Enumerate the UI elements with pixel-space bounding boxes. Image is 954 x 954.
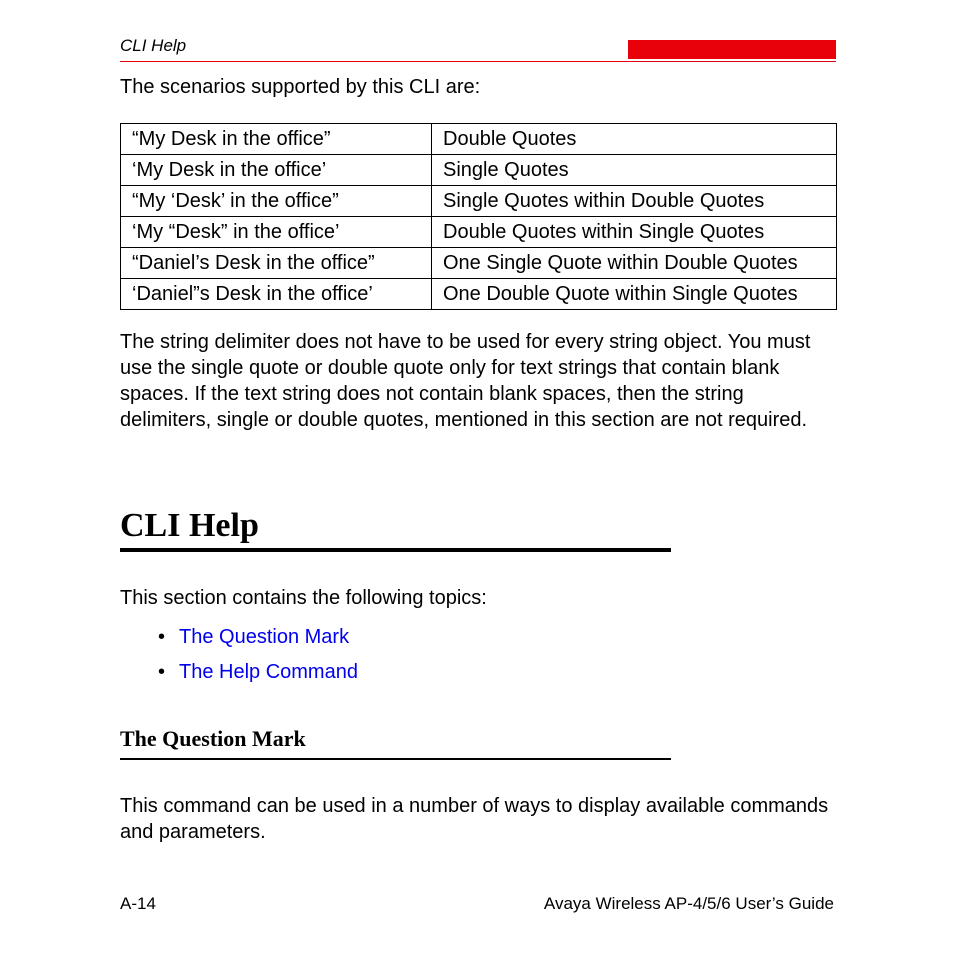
- description-cell: Double Quotes: [432, 124, 837, 155]
- section-heading-rule: [120, 548, 671, 552]
- running-header-title: CLI Help: [120, 36, 187, 55]
- example-cell: “Daniel’s Desk in the office”: [121, 248, 432, 279]
- subsection-heading: The Question Mark: [120, 726, 306, 751]
- description-cell: Double Quotes within Single Quotes: [432, 217, 837, 248]
- book-title: Avaya Wireless AP-4/5/6 User’s Guide: [543, 894, 834, 913]
- table-row: [121, 279, 837, 310]
- example-cell: ‘My “Desk” in the office’: [121, 217, 432, 248]
- example-cell: ‘My Desk in the office’: [121, 155, 432, 186]
- example-cell: “My Desk in the office”: [121, 124, 432, 155]
- header-rule: [120, 61, 836, 62]
- page-number: A-14: [120, 894, 156, 913]
- example-cell: ‘Daniel”s Desk in the office’: [121, 279, 432, 310]
- bullet-icon: •: [158, 626, 166, 648]
- topics-intro: This section contains the following topics:: [120, 587, 487, 609]
- header-accent-bar: [628, 40, 836, 59]
- subsection-body: This command can be used in a number of ways to display available commands and parameters.: [120, 795, 829, 843]
- description-cell: One Single Quote within Double Quotes: [432, 248, 837, 279]
- subsection-heading-rule: [120, 758, 671, 760]
- bullet-icon: •: [158, 661, 166, 683]
- table-row: [121, 155, 837, 186]
- table-row: [121, 248, 837, 279]
- delimiter-paragraph: The string delimiter does not have to be used for every string object. You must use the single quote or double quote only for text strings that contain blank spaces. If the text string does not contain blank spaces, then the string delimiters, single or double quotes, mentioned in this section are not required.: [120, 331, 811, 431]
- description-cell: Single Quotes within Double Quotes: [432, 186, 837, 217]
- table-row: [121, 124, 837, 155]
- table-row: [121, 217, 837, 248]
- scenarios-intro: The scenarios supported by this CLI are:: [120, 76, 481, 98]
- description-cell: Single Quotes: [432, 155, 837, 186]
- table-row: [121, 186, 837, 217]
- topic-link-help-command[interactable]: The Help Command: [179, 661, 358, 683]
- section-heading: CLI Help: [120, 507, 259, 544]
- description-cell: One Double Quote within Single Quotes: [432, 279, 837, 310]
- scenarios-table: [120, 123, 837, 310]
- example-cell: “My ‘Desk’ in the office”: [121, 186, 432, 217]
- topic-link-question-mark[interactable]: The Question Mark: [179, 626, 350, 648]
